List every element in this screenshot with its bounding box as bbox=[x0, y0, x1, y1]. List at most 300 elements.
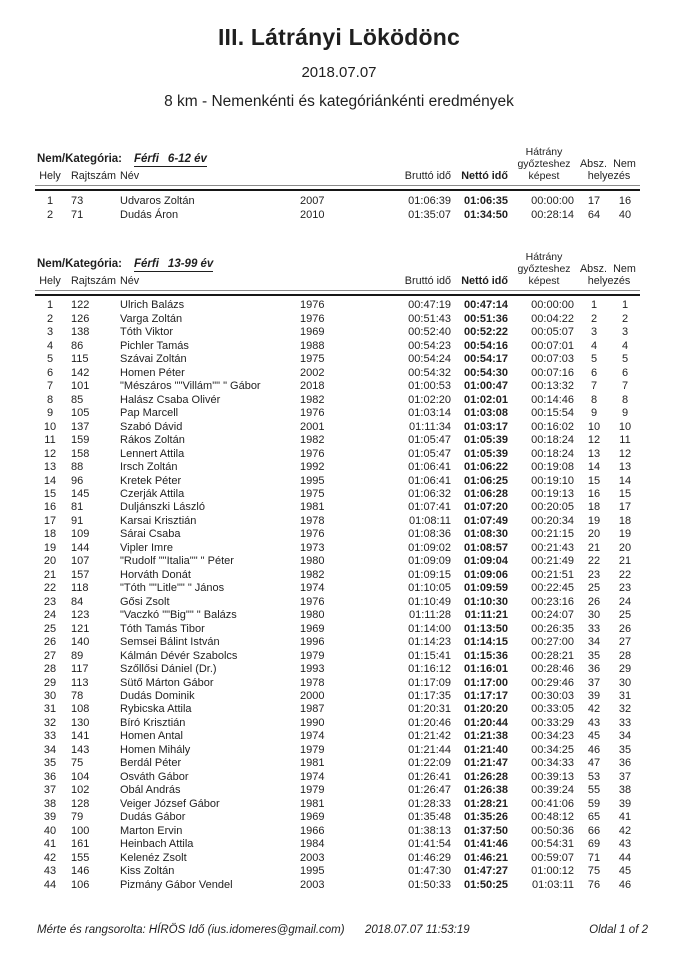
cell-brutto-ido: 01:02:20 bbox=[408, 393, 451, 406]
cell-nev: Dudás Gábor bbox=[120, 811, 186, 824]
cell-hely: 36 bbox=[43, 770, 57, 783]
cell-brutto-ido: 01:20:31 bbox=[408, 703, 451, 716]
cell-birth-year: 1976 bbox=[300, 312, 325, 325]
result-row bbox=[35, 596, 640, 609]
result-row bbox=[35, 879, 640, 892]
result-row bbox=[35, 784, 640, 797]
result-row bbox=[35, 488, 640, 501]
cell-nev: Homen Mihály bbox=[120, 743, 191, 756]
cell-absz-helyezes: 53 bbox=[587, 770, 601, 783]
cell-birth-year: 1974 bbox=[300, 582, 325, 595]
cell-nem-helyezes: 20 bbox=[618, 541, 632, 554]
cell-nem-helyezes: 25 bbox=[618, 609, 632, 622]
cell-hely: 12 bbox=[43, 447, 57, 460]
col-header-absz: Absz. bbox=[579, 263, 607, 276]
cell-netto-ido: 01:00:47 bbox=[463, 380, 508, 393]
cell-nem-helyezes: 37 bbox=[618, 770, 632, 783]
result-row bbox=[35, 461, 640, 474]
cell-hely: 43 bbox=[43, 865, 57, 878]
result-row bbox=[35, 475, 640, 488]
cell-brutto-ido: 01:16:12 bbox=[408, 663, 451, 676]
cell-nem-helyezes: 32 bbox=[618, 703, 632, 716]
result-row bbox=[35, 811, 640, 824]
col-header-hatrany: Hátrány győzteshez képest bbox=[517, 146, 571, 182]
cell-brutto-ido: 01:06:39 bbox=[408, 195, 451, 207]
cell-nev: Pizmány Gábor Vendel bbox=[120, 878, 233, 891]
result-row bbox=[35, 771, 640, 784]
cell-nem-helyezes: 11 bbox=[619, 434, 631, 447]
cell-absz-helyezes: 21 bbox=[587, 541, 601, 554]
cell-rajtszam: 117 bbox=[71, 663, 89, 676]
cell-netto-ido: 01:28:21 bbox=[463, 797, 508, 810]
cell-nev: Osváth Gábor bbox=[120, 770, 189, 783]
cell-nem-helyezes: 39 bbox=[618, 797, 632, 810]
cell-rajtszam: 155 bbox=[71, 851, 90, 864]
col-header-year bbox=[295, 144, 365, 186]
col-header-brutto: Bruttó idő bbox=[404, 170, 451, 182]
cell-birth-year: 2002 bbox=[300, 366, 325, 379]
cell-rajtszam: 118 bbox=[71, 582, 89, 595]
cell-netto-ido: 01:05:39 bbox=[463, 434, 508, 447]
cell-brutto-ido: 01:03:14 bbox=[408, 407, 451, 420]
cell-rajtszam: 141 bbox=[71, 730, 90, 743]
cell-rajtszam: 145 bbox=[71, 487, 90, 500]
cell-nev: Irsch Zoltán bbox=[120, 461, 178, 474]
cell-hatrany: 00:07:01 bbox=[531, 339, 574, 352]
cell-brutto-ido: 00:51:43 bbox=[408, 312, 451, 325]
cell-nev: Berdál Péter bbox=[120, 757, 182, 770]
cell-hatrany: 00:29:46 bbox=[531, 676, 574, 689]
cell-hatrany: 00:18:24 bbox=[531, 434, 574, 447]
cell-absz-helyezes: 7 bbox=[590, 380, 598, 393]
cell-absz-helyezes: 76 bbox=[587, 878, 601, 891]
cell-absz-helyezes: 36 bbox=[587, 663, 601, 676]
cell-hely: 33 bbox=[43, 730, 57, 743]
cell-hatrany: 01:03:11 bbox=[531, 878, 574, 891]
col-header-brutto: Bruttó idő bbox=[404, 275, 451, 288]
category-age: 13-99 év bbox=[167, 258, 214, 271]
cell-brutto-ido: 01:08:36 bbox=[408, 528, 451, 541]
cell-hatrany: 00:59:07 bbox=[531, 851, 574, 864]
cell-birth-year: 1992 bbox=[300, 461, 325, 474]
cell-absz-helyezes: 20 bbox=[587, 528, 601, 541]
cell-brutto-ido: 01:09:02 bbox=[408, 541, 451, 554]
cell-absz-helyezes: 46 bbox=[587, 743, 601, 756]
result-row bbox=[35, 569, 640, 582]
result-row bbox=[35, 730, 640, 743]
cell-birth-year: 1969 bbox=[300, 326, 325, 339]
cell-nem-helyezes: 15 bbox=[618, 487, 632, 500]
cell-brutto-ido: 01:09:15 bbox=[408, 568, 451, 581]
cell-hely: 9 bbox=[46, 407, 54, 420]
cell-rajtszam: 113 bbox=[71, 676, 89, 689]
cell-rajtszam: 144 bbox=[71, 541, 90, 554]
result-row bbox=[35, 340, 640, 353]
cell-birth-year: 1976 bbox=[300, 447, 325, 460]
cell-nev: "Vaczkó ""Big"" " Balázs bbox=[120, 609, 237, 622]
cell-hatrany: 00:21:15 bbox=[531, 528, 574, 541]
cell-absz-helyezes: 35 bbox=[587, 649, 601, 662]
results-body bbox=[35, 295, 640, 892]
cell-birth-year: 1976 bbox=[300, 407, 325, 420]
cell-nem-helyezes: 28 bbox=[618, 649, 632, 662]
cell-brutto-ido: 01:07:41 bbox=[408, 501, 451, 514]
cell-hely: 1 bbox=[46, 299, 54, 312]
result-row bbox=[35, 501, 640, 514]
cell-rajtszam: 107 bbox=[71, 555, 90, 568]
cell-rajtszam: 84 bbox=[71, 595, 84, 608]
cell-absz-helyezes: 55 bbox=[587, 784, 601, 797]
cell-absz-helyezes: 23 bbox=[587, 568, 601, 581]
cell-absz-helyezes: 6 bbox=[590, 366, 598, 379]
cell-nem-helyezes: 42 bbox=[618, 824, 632, 837]
cell-netto-ido: 01:41:46 bbox=[463, 838, 508, 851]
cell-netto-ido: 01:09:06 bbox=[463, 568, 508, 581]
cell-nem-helyezes: 36 bbox=[618, 757, 632, 770]
cell-birth-year: 1979 bbox=[300, 743, 325, 756]
cell-nem-helyezes: 5 bbox=[621, 353, 629, 366]
cell-birth-year: 2001 bbox=[300, 420, 325, 433]
cell-rajtszam: 137 bbox=[71, 420, 90, 433]
cell-brutto-ido: 01:50:33 bbox=[408, 878, 451, 891]
col-header-rajtszam: Rajtszám bbox=[71, 275, 116, 288]
cell-netto-ido: 01:06:28 bbox=[463, 487, 508, 500]
cell-nev: Udvaros Zoltán bbox=[120, 195, 195, 207]
cell-netto-ido: 01:07:49 bbox=[463, 514, 508, 527]
cell-nem-helyezes: 31 bbox=[618, 690, 632, 702]
cell-nev: Tóth Tamás Tibor bbox=[120, 622, 205, 635]
category-value bbox=[134, 153, 207, 167]
cell-hely: 5 bbox=[46, 353, 54, 366]
timing-credit: Mérte és rangsorolta: HÍRÖS Idő (ius.idomeres@gmail.com) bbox=[37, 924, 345, 936]
cell-hely: 32 bbox=[43, 716, 57, 729]
cell-nev: Szabó Dávid bbox=[120, 420, 183, 433]
cell-nev: Bíró Krisztián bbox=[120, 716, 186, 729]
cell-netto-ido: 01:50:25 bbox=[463, 878, 508, 891]
cell-brutto-ido: 01:05:47 bbox=[408, 447, 451, 460]
cell-hatrany: 00:24:07 bbox=[531, 609, 574, 622]
cell-brutto-ido: 01:20:46 bbox=[408, 716, 451, 729]
cell-rajtszam: 128 bbox=[71, 797, 90, 810]
cell-rajtszam: 89 bbox=[71, 649, 84, 662]
table-header bbox=[35, 249, 640, 295]
cell-brutto-ido: 00:52:40 bbox=[408, 326, 451, 339]
result-row bbox=[35, 394, 640, 407]
cell-hely: 3 bbox=[46, 326, 54, 339]
cell-brutto-ido: 01:06:41 bbox=[408, 474, 451, 487]
cell-absz-helyezes: 71 bbox=[587, 851, 601, 864]
cell-absz-helyezes: 5 bbox=[590, 353, 598, 366]
result-row bbox=[35, 528, 640, 541]
cell-nev: Homen Péter bbox=[120, 366, 185, 379]
cell-nem-helyezes: 45 bbox=[618, 865, 632, 878]
cell-nem-helyezes: 43 bbox=[618, 838, 632, 851]
cell-birth-year: 1969 bbox=[300, 622, 325, 635]
cell-birth-year: 1993 bbox=[300, 663, 325, 676]
cell-nev: Marton Ervin bbox=[120, 824, 183, 837]
cell-brutto-ido: 01:47:30 bbox=[408, 865, 451, 878]
cell-absz-helyezes: 10 bbox=[587, 420, 601, 433]
cell-brutto-ido: 01:35:07 bbox=[408, 209, 451, 222]
cell-hatrany: 00:19:13 bbox=[531, 487, 574, 500]
cell-nem-helyezes: 44 bbox=[618, 851, 632, 864]
cell-brutto-ido: 00:47:19 bbox=[408, 299, 451, 312]
cell-hely: 41 bbox=[43, 838, 57, 851]
cell-absz-helyezes: 26 bbox=[587, 595, 601, 608]
cell-hely: 19 bbox=[43, 541, 57, 554]
cell-nev: Varga Zoltán bbox=[120, 312, 183, 325]
cell-netto-ido: 01:09:04 bbox=[463, 555, 508, 568]
cell-nem-helyezes: 13 bbox=[618, 461, 632, 474]
cell-rajtszam: 71 bbox=[71, 209, 84, 222]
cell-rajtszam: 143 bbox=[71, 743, 90, 756]
cell-netto-ido: 01:26:38 bbox=[463, 784, 508, 797]
cell-rajtszam: 146 bbox=[71, 865, 90, 878]
cell-netto-ido: 01:02:01 bbox=[463, 393, 508, 406]
cell-rajtszam: 108 bbox=[71, 703, 90, 716]
cell-absz-helyezes: 19 bbox=[587, 514, 601, 527]
col-header-helyezes: Absz. Nem helyezés bbox=[578, 144, 640, 186]
result-row bbox=[35, 542, 640, 555]
cell-hely: 11 bbox=[44, 434, 56, 447]
cell-absz-helyezes: 45 bbox=[587, 730, 601, 743]
cell-hely: 18 bbox=[43, 528, 57, 541]
result-row bbox=[35, 636, 640, 649]
result-row bbox=[35, 295, 640, 312]
cell-nem-helyezes: 22 bbox=[618, 568, 632, 581]
result-row bbox=[35, 690, 640, 703]
cell-hely: 14 bbox=[43, 474, 57, 487]
cell-hatrany: 00:15:54 bbox=[531, 407, 574, 420]
cell-hatrany: 00:00:00 bbox=[531, 195, 574, 207]
cell-netto-ido: 01:06:35 bbox=[463, 195, 508, 207]
cell-netto-ido: 00:54:17 bbox=[463, 353, 508, 366]
cell-rajtszam: 85 bbox=[71, 393, 84, 406]
cell-brutto-ido: 01:26:41 bbox=[408, 770, 451, 783]
cell-hely: 6 bbox=[46, 366, 54, 379]
cell-rajtszam: 96 bbox=[71, 474, 84, 487]
cell-birth-year: 1987 bbox=[300, 703, 325, 716]
cell-netto-ido: 00:52:22 bbox=[463, 326, 508, 339]
cell-absz-helyezes: 4 bbox=[590, 339, 598, 352]
cell-nev: Tóth Viktor bbox=[120, 326, 173, 339]
cell-hatrany: 00:07:03 bbox=[531, 353, 574, 366]
result-row bbox=[35, 609, 640, 622]
cell-birth-year: 1996 bbox=[300, 636, 325, 649]
cell-nev: Dudás Áron bbox=[120, 209, 179, 222]
cell-rajtszam: 100 bbox=[71, 824, 90, 837]
cell-hatrany: 00:34:25 bbox=[531, 743, 574, 756]
cell-hely: 28 bbox=[43, 663, 57, 676]
cell-nem-helyezes: 34 bbox=[618, 730, 632, 743]
cell-nev: Rákos Zoltán bbox=[120, 434, 185, 447]
cell-hely: 34 bbox=[43, 743, 57, 756]
result-row bbox=[35, 744, 640, 757]
results-body bbox=[35, 190, 640, 222]
cell-rajtszam: 104 bbox=[71, 770, 90, 783]
cell-hely: 29 bbox=[43, 676, 57, 689]
cell-nev: Pap Marcell bbox=[120, 407, 179, 420]
cell-hatrany: 00:19:10 bbox=[531, 474, 574, 487]
cell-absz-helyezes: 69 bbox=[587, 838, 601, 851]
cell-rajtszam: 102 bbox=[71, 784, 90, 797]
cell-rajtszam: 138 bbox=[71, 326, 90, 339]
cell-nev: "Mészáros ""Villám"" " Gábor bbox=[120, 380, 261, 393]
col-header-hatrany: Hátrány győzteshez képest bbox=[517, 251, 571, 288]
page-title: III. Látrányi Löködönc bbox=[217, 24, 461, 50]
cell-rajtszam: 88 bbox=[71, 461, 84, 474]
result-row bbox=[35, 623, 640, 636]
cell-hely: 38 bbox=[43, 797, 57, 810]
cell-rajtszam: 158 bbox=[71, 447, 90, 460]
cell-rajtszam: 115 bbox=[71, 353, 89, 366]
cell-rajtszam: 73 bbox=[71, 195, 84, 207]
cell-hely: 22 bbox=[43, 582, 57, 595]
cell-absz-helyezes: 33 bbox=[587, 622, 601, 635]
cell-absz-helyezes: 14 bbox=[587, 461, 601, 474]
cell-nev: Szávai Zoltán bbox=[120, 353, 187, 366]
cell-nem-helyezes: 7 bbox=[621, 380, 629, 393]
category-value bbox=[134, 258, 213, 272]
cell-birth-year: 1978 bbox=[300, 676, 325, 689]
cell-rajtszam: 101 bbox=[71, 380, 90, 393]
cell-hatrany: 00:19:08 bbox=[531, 461, 574, 474]
cell-hatrany: 00:27:00 bbox=[531, 636, 574, 649]
cell-netto-ido: 01:06:25 bbox=[463, 474, 508, 487]
result-row bbox=[35, 555, 640, 568]
cell-hatrany: 00:21:43 bbox=[531, 541, 574, 554]
col-header-year bbox=[295, 249, 365, 291]
cell-nev: Kretek Péter bbox=[120, 474, 182, 487]
cell-nev: Szőllősi Dániel (Dr.) bbox=[120, 663, 217, 676]
cell-hely: 42 bbox=[43, 851, 57, 864]
cell-nev: Rybicska Attila bbox=[120, 703, 192, 716]
cell-netto-ido: 01:06:22 bbox=[463, 461, 508, 474]
cell-nem-helyezes: 12 bbox=[618, 447, 632, 460]
cell-nev: Lennert Attila bbox=[120, 447, 185, 460]
cell-rajtszam: 121 bbox=[71, 622, 90, 635]
cell-nem-helyezes: 3 bbox=[621, 326, 629, 339]
cell-nem-helyezes: 17 bbox=[618, 501, 632, 514]
cell-birth-year: 1988 bbox=[300, 339, 325, 352]
cell-birth-year: 2003 bbox=[300, 851, 325, 864]
cell-absz-helyezes: 16 bbox=[587, 487, 601, 500]
cell-absz-helyezes: 64 bbox=[587, 209, 601, 222]
result-row bbox=[35, 421, 640, 434]
cell-rajtszam: 91 bbox=[71, 514, 84, 527]
cell-nem-helyezes: 16 bbox=[618, 195, 632, 207]
cell-hatrany: 00:26:35 bbox=[531, 622, 574, 635]
cell-hatrany: 00:50:36 bbox=[531, 824, 574, 837]
cell-netto-ido: 00:54:30 bbox=[463, 366, 508, 379]
cell-netto-ido: 01:35:26 bbox=[463, 811, 508, 824]
cell-nev: Karsai Krisztián bbox=[120, 514, 197, 527]
cell-birth-year: 1990 bbox=[300, 716, 325, 729]
col-header-hely: Hely bbox=[39, 275, 61, 288]
cell-nem-helyezes: 14 bbox=[618, 474, 632, 487]
cell-rajtszam: 79 bbox=[71, 811, 84, 824]
cell-absz-helyezes: 2 bbox=[590, 312, 598, 325]
cell-netto-ido: 01:20:20 bbox=[463, 703, 508, 716]
cell-hatrany: 00:22:45 bbox=[531, 582, 574, 595]
cell-hatrany: 00:14:46 bbox=[531, 393, 574, 406]
cell-rajtszam: 78 bbox=[71, 690, 84, 702]
cell-netto-ido: 01:08:57 bbox=[463, 541, 508, 554]
cell-brutto-ido: 01:09:09 bbox=[408, 555, 451, 568]
cell-birth-year: 1966 bbox=[300, 824, 325, 837]
cell-hatrany: 00:20:34 bbox=[531, 514, 574, 527]
cell-netto-ido: 01:34:50 bbox=[463, 209, 508, 222]
result-row bbox=[35, 838, 640, 851]
cell-hely: 37 bbox=[43, 784, 57, 797]
cell-nev: Duljánszki László bbox=[120, 501, 205, 514]
cell-nev: Sütő Márton Gábor bbox=[120, 676, 214, 689]
cell-nev: Gősi Zsolt bbox=[120, 595, 170, 608]
cell-nem-helyezes: 9 bbox=[621, 407, 629, 420]
result-row bbox=[35, 515, 640, 528]
cell-nev: Kálmán Dévér Szabolcs bbox=[120, 649, 238, 662]
cell-nem-helyezes: 26 bbox=[618, 622, 632, 635]
col-header-nev: Név bbox=[120, 275, 140, 288]
cell-hatrany: 00:13:32 bbox=[531, 380, 574, 393]
cell-brutto-ido: 01:41:54 bbox=[408, 838, 451, 851]
cell-hely: 16 bbox=[43, 501, 57, 514]
cell-hely: 25 bbox=[43, 622, 57, 635]
cell-nev: Vipler Imre bbox=[120, 541, 173, 554]
cell-brutto-ido: 01:17:35 bbox=[408, 690, 451, 702]
cell-brutto-ido: 01:10:49 bbox=[408, 595, 451, 608]
cell-brutto-ido: 01:05:47 bbox=[408, 434, 451, 447]
cell-birth-year: 2010 bbox=[300, 209, 325, 222]
cell-birth-year: 1976 bbox=[300, 595, 325, 608]
cell-brutto-ido: 01:06:41 bbox=[408, 461, 451, 474]
section-ferfi-13-99 bbox=[35, 249, 678, 892]
result-row bbox=[35, 650, 640, 663]
cell-nem-helyezes: 33 bbox=[618, 716, 632, 729]
result-row bbox=[35, 677, 640, 690]
cell-netto-ido: 01:37:50 bbox=[463, 824, 508, 837]
cell-brutto-ido: 01:28:33 bbox=[408, 797, 451, 810]
cell-hely: 26 bbox=[43, 636, 57, 649]
cell-rajtszam: 81 bbox=[71, 501, 84, 514]
cell-hely: 35 bbox=[43, 757, 57, 770]
cell-birth-year: 1975 bbox=[300, 487, 325, 500]
cell-nem-helyezes: 18 bbox=[618, 514, 632, 527]
cell-hatrany: 00:39:13 bbox=[531, 770, 574, 783]
cell-rajtszam: 75 bbox=[71, 757, 84, 770]
cell-brutto-ido: 01:21:42 bbox=[408, 730, 451, 743]
cell-hatrany: 00:28:46 bbox=[531, 663, 574, 676]
cell-netto-ido: 01:07:20 bbox=[463, 501, 508, 514]
cell-nev: "Rudolf ""Italia"" " Péter bbox=[120, 555, 234, 568]
cell-brutto-ido: 01:11:28 bbox=[408, 609, 451, 622]
cell-nem-helyezes: 30 bbox=[618, 676, 632, 689]
cell-netto-ido: 01:21:40 bbox=[463, 743, 508, 756]
cell-hatrany: 00:21:49 bbox=[531, 555, 574, 568]
cell-netto-ido: 01:05:39 bbox=[463, 447, 508, 460]
result-row bbox=[35, 434, 640, 447]
cell-netto-ido: 01:13:50 bbox=[463, 622, 508, 635]
cell-brutto-ido: 01:14:00 bbox=[408, 622, 451, 635]
result-row bbox=[35, 208, 640, 222]
result-row bbox=[35, 757, 640, 770]
cell-absz-helyezes: 9 bbox=[590, 407, 598, 420]
cell-hely: 24 bbox=[43, 609, 57, 622]
cell-netto-ido: 01:03:08 bbox=[463, 407, 508, 420]
cell-netto-ido: 01:14:15 bbox=[463, 636, 508, 649]
cell-nev: Veiger József Gábor bbox=[120, 797, 220, 810]
cell-hely: 17 bbox=[43, 514, 57, 527]
